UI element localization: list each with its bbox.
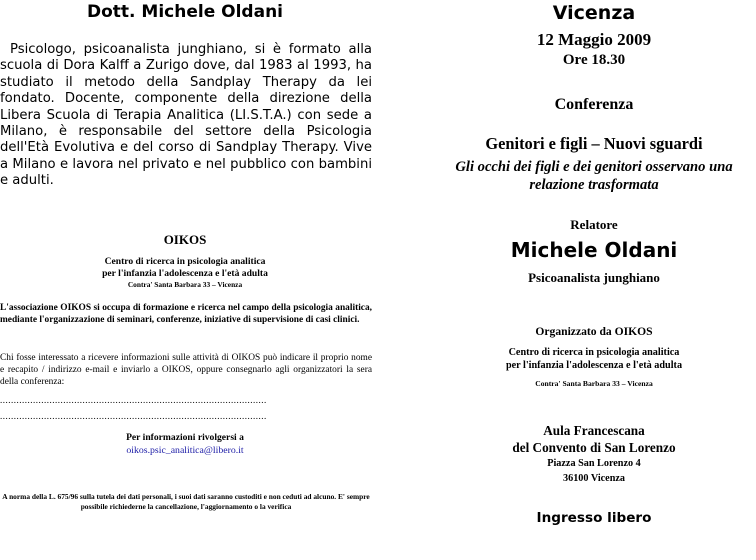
- oikos-description-line1: Centro di ricerca in psicologia analitica: [104, 256, 266, 267]
- fill-in-line-2: .................................................................................................: [0, 411, 267, 421]
- oikos-address: Contra' Santa Barbara 33 – Vicenza: [127, 280, 243, 289]
- event-date: 12 Maggio 2009: [536, 30, 652, 49]
- organizer-description-line1: Centro di ricerca in psicologia analitica: [508, 347, 680, 358]
- oikos-description-line2: per l'infanzia l'adolescenza e l'età adulta: [102, 268, 268, 279]
- event-time: Ore 18.30: [562, 52, 626, 68]
- speaker-name: Michele Oldani: [510, 238, 678, 262]
- event-type: Conferenza: [554, 96, 634, 113]
- oikos-description: [0, 256, 370, 280]
- author-title: Dott. Michele Oldani: [87, 2, 283, 22]
- venue-name: Aula Francescana: [543, 423, 645, 438]
- event-city: Vicenza: [552, 2, 636, 24]
- organizer-description: [432, 346, 756, 373]
- event-title: Genitori e figli – Nuovi sguardi: [485, 134, 703, 153]
- admission-note: Ingresso libero: [536, 510, 652, 526]
- info-label: Per informazioni rivolgersi a: [126, 432, 244, 443]
- organizer-address: Contra' Santa Barbara 33 – Vicenza: [535, 379, 653, 388]
- author-bio: Psicologo, psicoanalista junghiano, si è formato alla scuola di Dora Kalff a Zurigo dove, dal 1983 al 1993, ha studiato il metodo della Sandplay Therapy da lei fondato. Docente, componente della direzione della Libera Scuola di Terapia Analitica (LI.S.T.A.) con sede a Milano, è responsabile del settore della Psicologia dell'Età Evolutiva e del corso di Sandplay Therapy. Vive a Milano e lavora nel privato e nel pubblico con bambini e adulti.: [0, 42, 372, 189]
- speaker-role: Psicoanalista junghiano: [528, 270, 660, 285]
- venue-city: 36100 Vicenza: [563, 473, 625, 484]
- oikos-contact-paragraph: Chi fosse interessato a ricevere informazioni sulle attività di OIKOS può indicare il proprio nome e recapito / indirizzo e-mail e inviarlo a OIKOS, oppure consegnarlo agli organizzatori la sera della conferenza:: [0, 353, 372, 388]
- oikos-heading: OIKOS: [163, 232, 207, 247]
- privacy-note: A norma della L. 675/96 sulla tutela dei dati personali, i suoi dati saranno custoditi e non ceduti ad alcuno. E' sempre possibile richiederne la cancellazione, l'aggiornamento o la verifica: [2, 492, 370, 511]
- speaker-label: Relatore: [570, 217, 618, 232]
- venue-street: Piazza San Lorenzo 4: [547, 458, 641, 469]
- info-email-link[interactable]: oikos.psic_analitica@libero.it: [126, 445, 244, 456]
- oikos-about-paragraph: L'associazione OIKOS si occupa di formazione e ricerca nel campo della psicologia analitica, mediante l'organizzazione di seminari, conferenze, iniziative di supervisione di casi clinici.: [0, 303, 372, 326]
- event-subtitle: Gli occhi dei figli e dei genitori osservano una relazione trasformata: [455, 159, 733, 193]
- organizer-label: Organizzato da OIKOS: [535, 325, 653, 338]
- organizer-description-line2: per l'infanzia l'adolescenza e l'età adulta: [505, 360, 683, 372]
- venue-building: del Convento di San Lorenzo: [512, 440, 676, 455]
- fill-in-line-1: .................................................................................................: [0, 395, 267, 405]
